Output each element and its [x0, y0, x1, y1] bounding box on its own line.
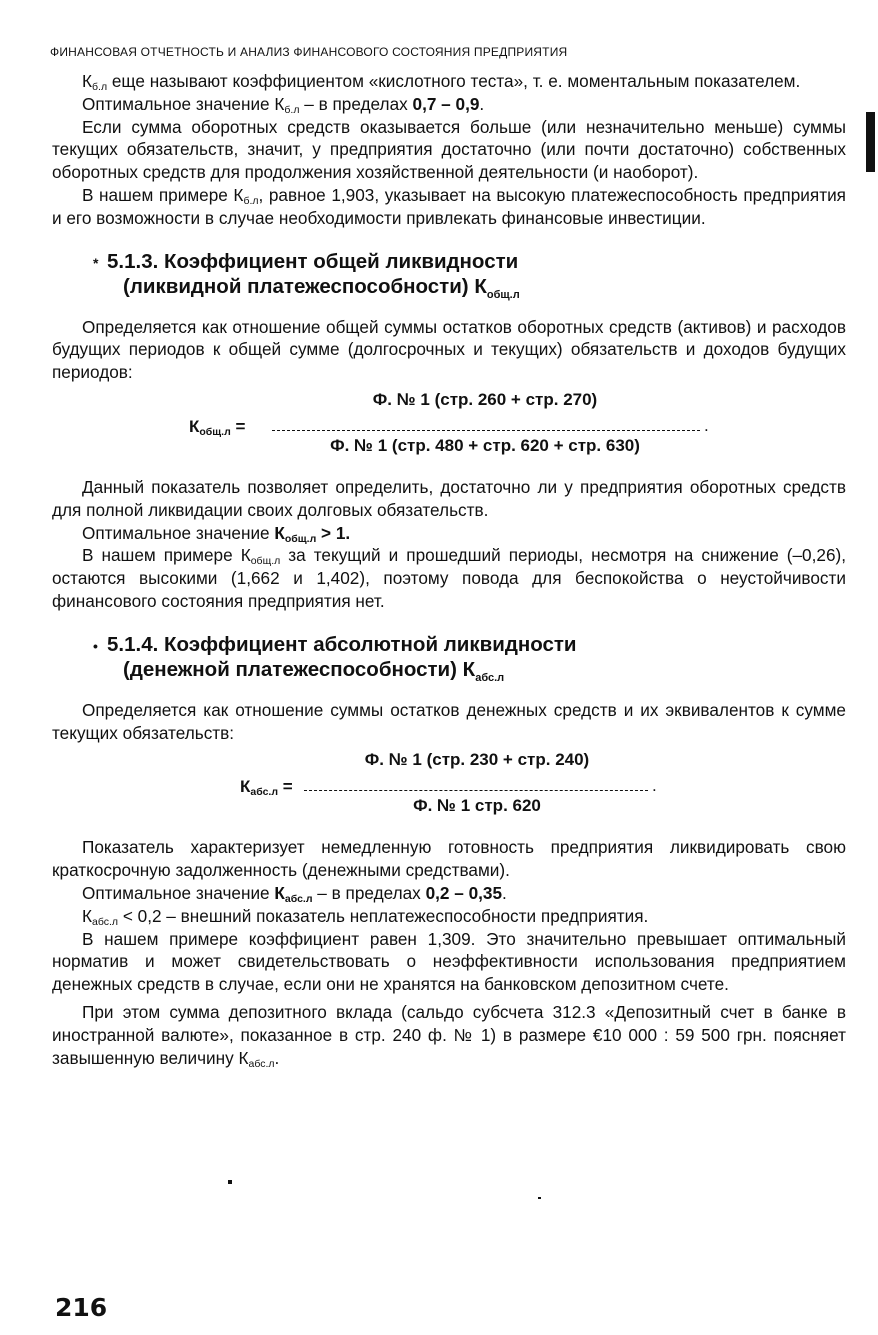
formula-absolute-liquidity	[52, 750, 846, 832]
scan-speck	[538, 1197, 541, 1199]
formula-numerator: Ф. № 1 (стр. 230 + стр. 240)	[364, 750, 590, 770]
paragraph-definition-absolute: Определяется как отношение суммы остатков денежных средств и их эквивалентов к сумме текущих обязательств:	[52, 699, 846, 743]
formula-numerator: Ф. № 1 (стр. 260 + стр. 270)	[372, 389, 598, 409]
margin-scan-mark	[866, 112, 875, 172]
asterisk-bullet-icon: *	[93, 254, 99, 271]
bullet-dot-icon: •	[93, 637, 98, 654]
paragraph-optimal-absolute: Оптимальное значение $К_{абс.л}$ – в пределах 0,2 – 0,35.	[82, 882, 507, 905]
paragraph-definition-total: Определяется как отношение общей суммы остатков оборотных средств (активов) и расходов будущих периодов к общей сумме (долгосрочных и текущих) обязательств и доходов будущих периодов:	[52, 316, 846, 383]
paragraph-acid-test: $К_{б.л}$ еще называют коэффициентом «кислотного теста», т. е. моментальным показателем.	[82, 71, 801, 93]
paragraph-indicator-absolute: Показатель характеризует немедленную готовность предприятия ликвидировать свою краткосрочную задолженность (денежными средствами).	[52, 837, 846, 881]
paragraph-example-total: В нашем примере $К_{общ.л}$ за текущий и прошедший периоды, несмотря на снижение (–0,26), остаются высокими (1,662 и 1,402), поэтому повода для беспокойства о неустойчивости финансового состояния предприятия нет.	[52, 545, 847, 611]
scan-speck	[228, 1180, 232, 1184]
page-number: 216	[55, 1293, 108, 1322]
formula-lhs: $К_{абс.л}$ =	[240, 777, 293, 799]
paragraph-insolvency: $К_{абс.л} < 0,2$ – внешний показатель неплатежеспособности предприятия.	[82, 905, 649, 928]
running-header: ФИНАНСОВАЯ ОТЧЕТНОСТЬ И АНАЛИЗ ФИНАНСОВОГО СОСТОЯНИЯ ПРЕДПРИЯТИЯ	[50, 45, 568, 59]
fraction-bar	[304, 790, 648, 791]
formula-end: .	[652, 776, 657, 796]
paragraph-indicator-total: Данный показатель позволяет определить, достаточно ли у предприятия оборотных средств для полной ликвидации своих долговых обязательств.	[52, 476, 846, 520]
formula-end: .	[704, 415, 709, 435]
formula-lhs: $К_{общ.л}$ =	[189, 416, 246, 438]
paragraph-optimal-kbl: Оптимальное значение $К_{б.л}$ – в пределах 0,7 – 0,9.	[82, 93, 485, 116]
paragraph-optimal-total: Оптимальное значение $К_{общ.л} > 1$.	[82, 522, 351, 545]
page-body	[52, 70, 846, 1069]
paragraph-deposit: При этом сумма депозитного вклада (сальдо субсчета 312.3 «Депозитный счет в банке в иностранной валюте», показанное в стр. 240 ф. № 1) в размере €10 000 : 59 500 грн. поясняет завышенную величину $К_{абс.л}$.	[52, 1001, 846, 1070]
formula-denominator: Ф. № 1 (стр. 480 + стр. 620 + стр. 630)	[330, 435, 640, 455]
paragraph-example-absolute: В нашем примере коэффициент равен 1,309. Это значительно превышает оптимальный норматив и может свидетельствовать о неэффективности использования предприятием денежных средств в случае, если они не хранятся на банковском депозитном счете.	[52, 928, 846, 995]
fraction-bar	[272, 430, 700, 431]
paragraph-current-assets: Если сумма оборотных средств оказывается больше (или незначительно меньше) суммы текущих обязательств, значит, у предприятия достаточно (или почти достаточно) собственных оборотных средств для продолжения хозяйственной деятельности (и наоборот).	[52, 116, 846, 183]
formula-total-liquidity	[52, 390, 846, 472]
section-heading-5-1-3: * 5.1.3. Коэффициент общей ликвидности (ликвидной платежеспособности) $К_{общ.л}$	[93, 249, 520, 301]
paragraph-example-kbl: В нашем примере $К_{б.л}$, равное 1,903, указывает на высокую платежеспособность предприятия и его возможности в случае необходимости привлекать финансовые инвестиции.	[52, 184, 846, 228]
section-heading-5-1-4: • 5.1.4. Коэффициент абсолютной ликвидности (денежной платежеспособности) $К_{абс.л}$	[93, 632, 577, 684]
formula-denominator: Ф. № 1 стр. 620	[413, 796, 541, 816]
